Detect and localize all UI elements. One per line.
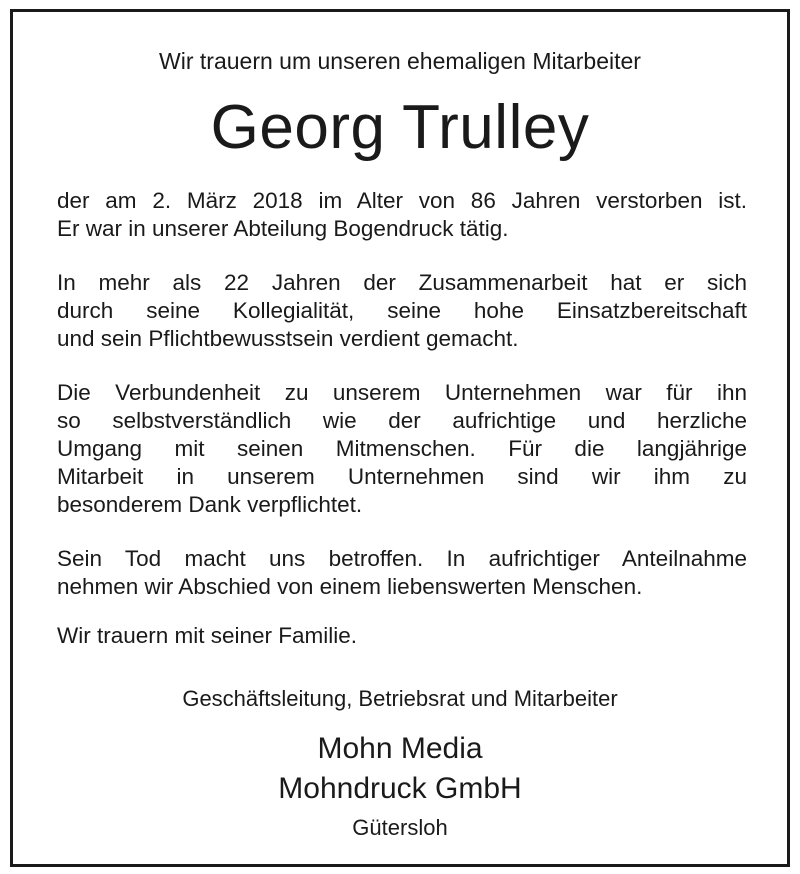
paragraph-death-info	[57, 187, 747, 243]
text-line: der am 2. März 2018 im Alter von 86 Jahren verstorben ist.	[57, 188, 747, 213]
text-line: Sein Tod macht uns betroffen. In aufrichtiger Anteilnahme	[57, 546, 747, 571]
text-line: Mitarbeit in unserem Unternehmen sind wir ihm zu	[57, 464, 747, 489]
text-line: so selbstverständlich wie der aufrichtige und herzliche	[57, 408, 747, 433]
company-name-line1: Mohn Media	[317, 732, 483, 765]
company-name-line2: Mohndruck GmbH	[278, 772, 522, 805]
signature-group: Geschäftsleitung, Betriebsrat und Mitarbeiter	[182, 686, 618, 711]
paragraph-farewell	[57, 545, 747, 601]
text-line: Wir trauern mit seiner Familie.	[57, 623, 358, 648]
obituary-frame	[10, 9, 790, 867]
paragraph-gratitude	[57, 379, 747, 519]
text-line: besonderem Dank verpflichtet.	[57, 492, 363, 517]
text-line: In mehr als 22 Jahren der Zusammenarbeit hat er sich	[57, 270, 747, 295]
text-line: nehmen wir Abschied von einem liebenswerten Menschen.	[57, 574, 643, 599]
text-line: Umgang mit seinen Mitmenschen. Für die langjährige	[57, 436, 747, 461]
deceased-name: Georg Trulley	[210, 93, 590, 162]
company-city: Gütersloh	[352, 815, 448, 840]
paragraph-service	[57, 269, 747, 353]
text-line: Er war in unserer Abteilung Bogendruck tätig.	[57, 216, 509, 241]
paragraph-family	[57, 622, 747, 650]
text-line: Die Verbundenheit zu unserem Unternehmen war für ihn	[57, 380, 747, 405]
text-line: durch seine Kollegialität, seine hohe Einsatzbereitschaft	[57, 298, 747, 323]
intro-line: Wir trauern um unseren ehemaligen Mitarbeiter	[159, 48, 641, 74]
text-line: und sein Pflichtbewusstsein verdient gemacht.	[57, 326, 519, 351]
